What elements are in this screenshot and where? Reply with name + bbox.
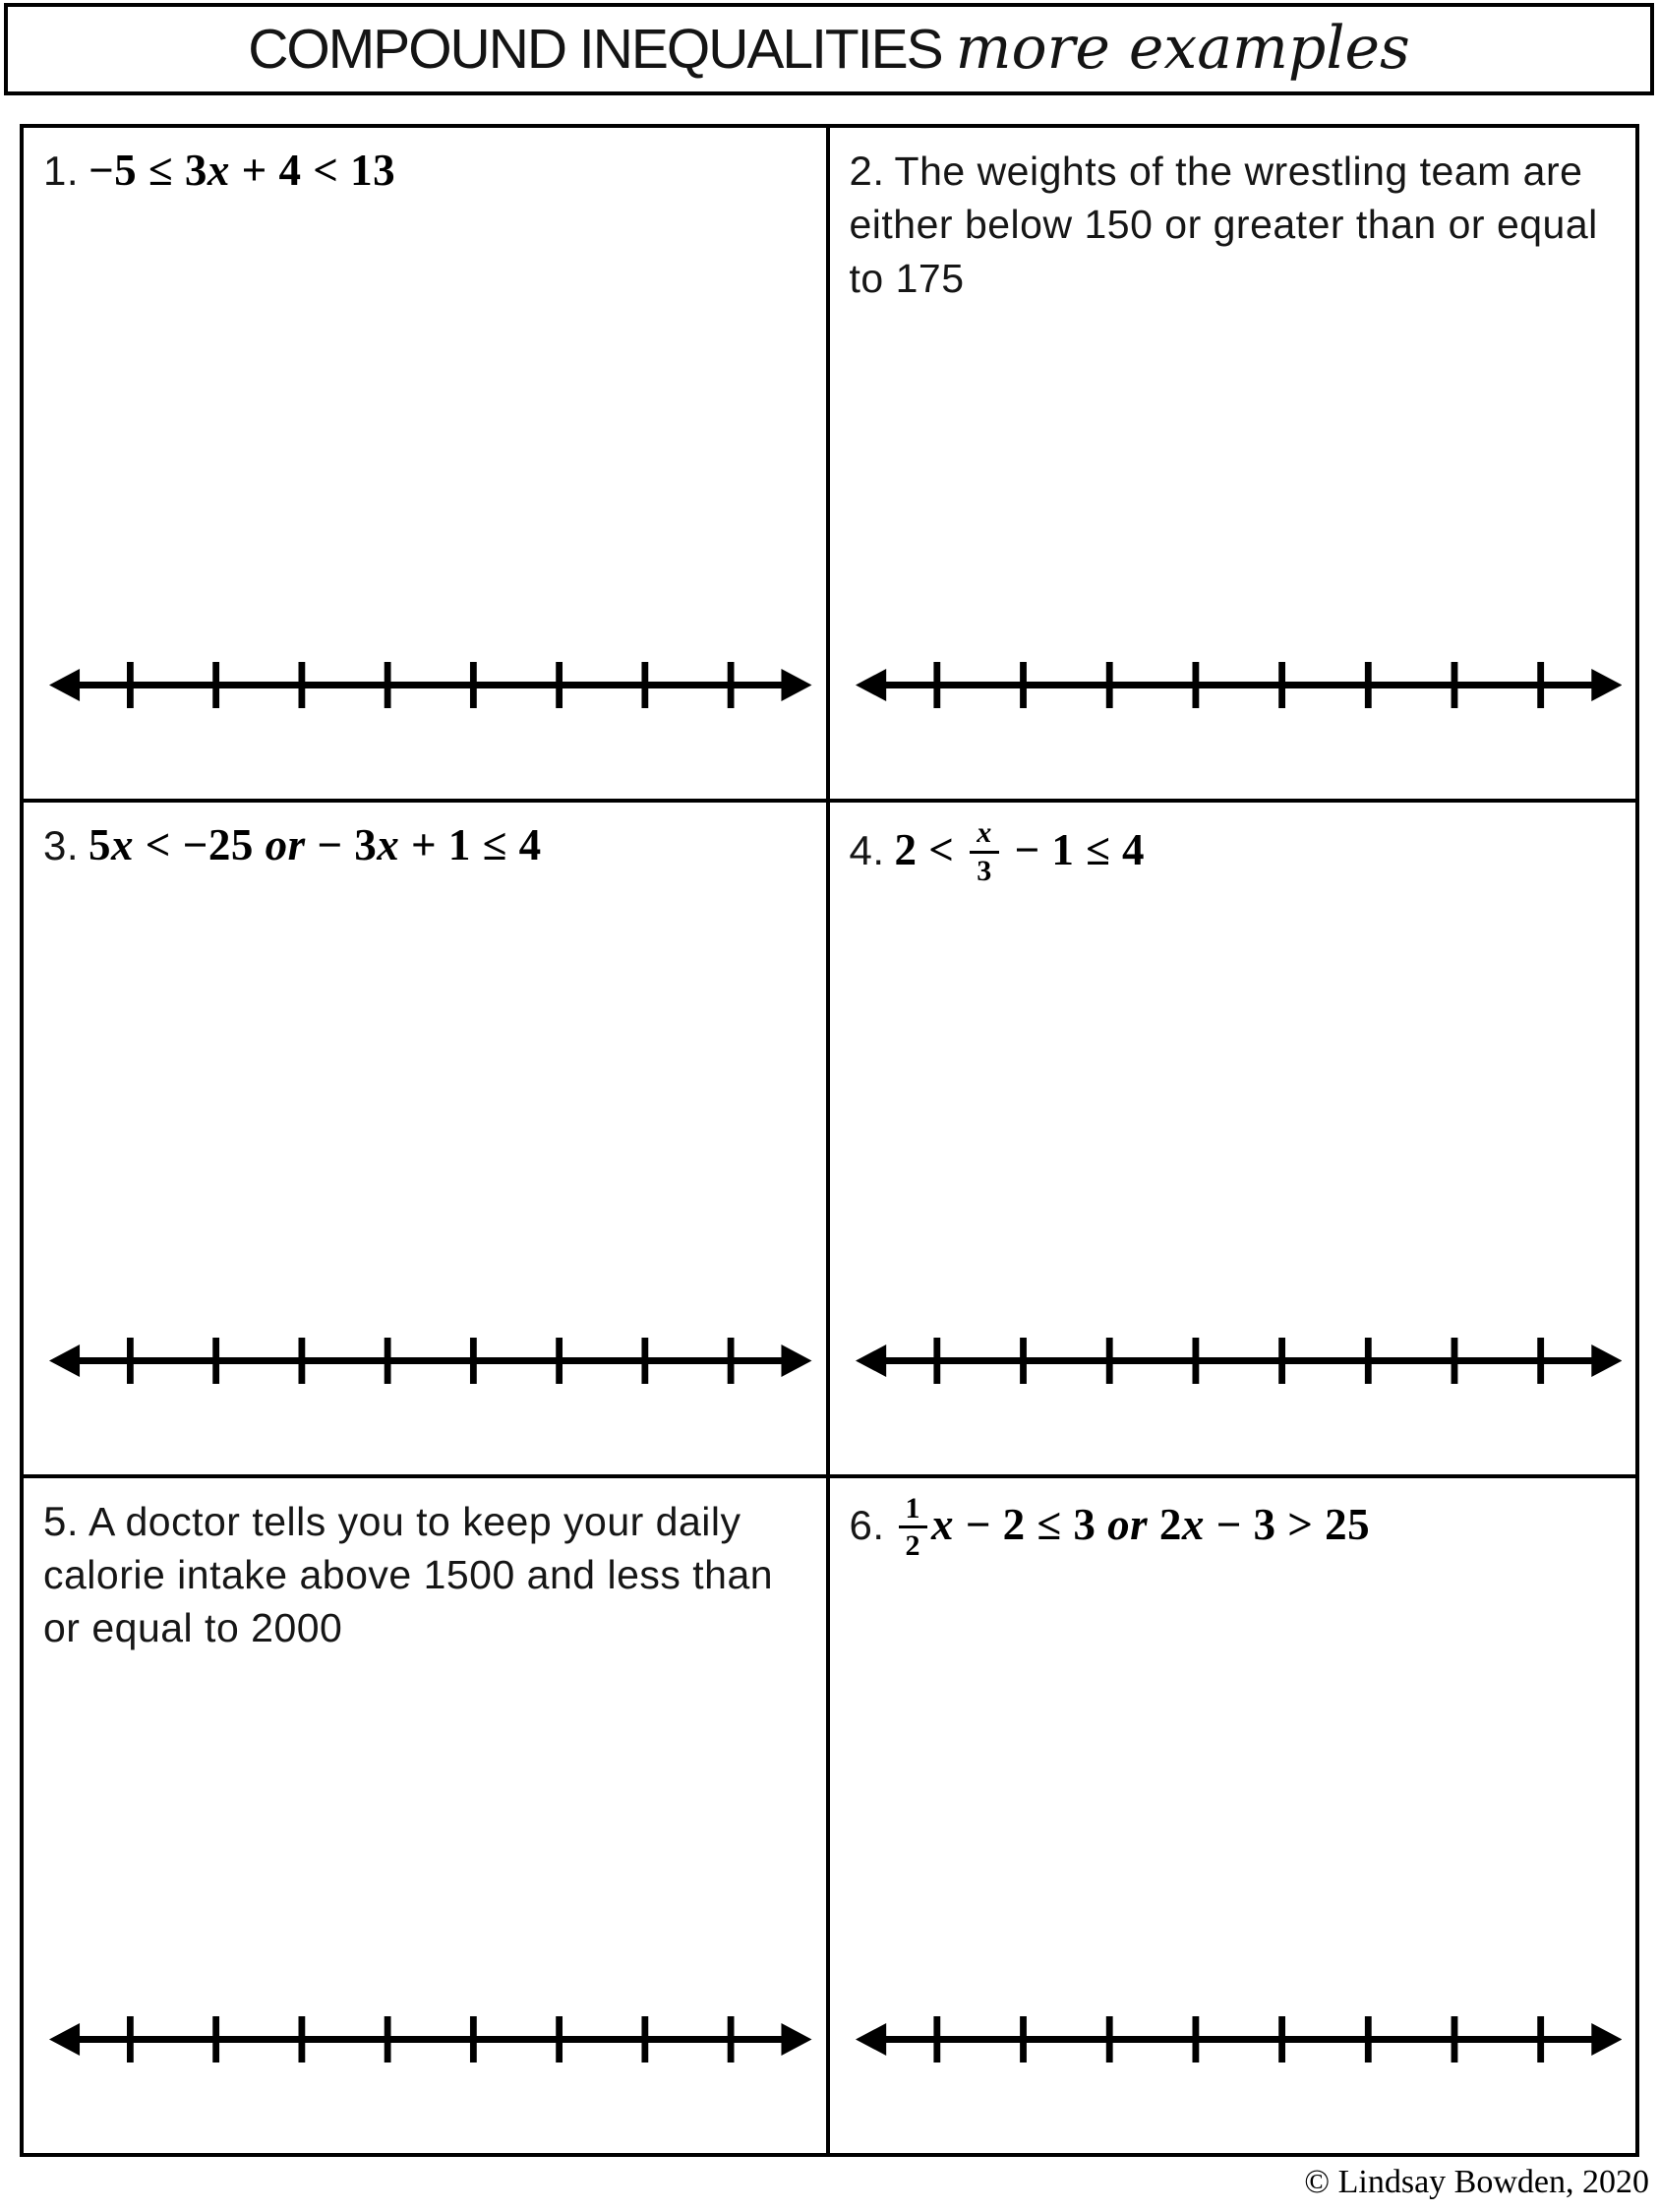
problem-3-number: 3. <box>43 822 80 869</box>
problem-cell-2 <box>830 128 1636 803</box>
number-line <box>856 2007 1623 2072</box>
problem-cell-6 <box>830 1478 1636 2153</box>
problem-cell-1 <box>24 128 830 803</box>
problem-1-expression: −5 ≤ 3x + 4 < 13 <box>89 146 396 195</box>
problem-5 <box>43 1494 806 1655</box>
title-banner <box>4 3 1654 95</box>
problem-1-number: 1. <box>43 148 80 194</box>
problem-4-number: 4. <box>849 826 885 873</box>
problem-cell-5 <box>24 1478 830 2153</box>
number-line <box>49 1329 812 1394</box>
number-line <box>49 2007 812 2072</box>
problem-6-number: 6. <box>849 1502 885 1549</box>
problem-3-expression: 5x < −25 or − 3x + 1 ≤ 4 <box>89 820 542 870</box>
problem-2-number: 2. <box>849 148 885 194</box>
problem-4-expression: 2 < $\frac{x}{3}$ − 1 ≤ 4 <box>894 816 1146 887</box>
problems-grid <box>20 124 1639 2157</box>
number-line <box>856 1329 1623 1394</box>
problem-2-statement: The weights of the wrestling team are either below 150 or greater than or equal to 175 <box>849 149 1598 301</box>
number-line <box>856 653 1623 718</box>
problem-cell-4 <box>830 803 1636 1477</box>
page-title: COMPOUND INEQUALITIES more examples <box>248 14 1410 83</box>
number-line <box>49 653 812 718</box>
title-main: COMPOUND INEQUALITIES <box>248 18 942 81</box>
problem-5-number: 5. <box>43 1497 80 1544</box>
problem-5-statement: A doctor tells you to keep your daily calorie intake above 1500 and less than or equal to 2000 <box>43 1498 774 1651</box>
problem-3 <box>43 818 806 872</box>
problem-6-expression: $\frac{1}{2}$ x − 2 ≤ 3 or 2x − 3 > 25 <box>895 1500 1371 1549</box>
problem-2 <box>850 144 1617 305</box>
problem-cell-3 <box>24 803 830 1477</box>
problem-6 <box>849 1491 1617 1565</box>
copyright-notice: © Lindsay Bowden, 2020 <box>1304 2164 1649 2200</box>
problem-4 <box>850 818 1617 889</box>
problem-1 <box>43 144 806 198</box>
